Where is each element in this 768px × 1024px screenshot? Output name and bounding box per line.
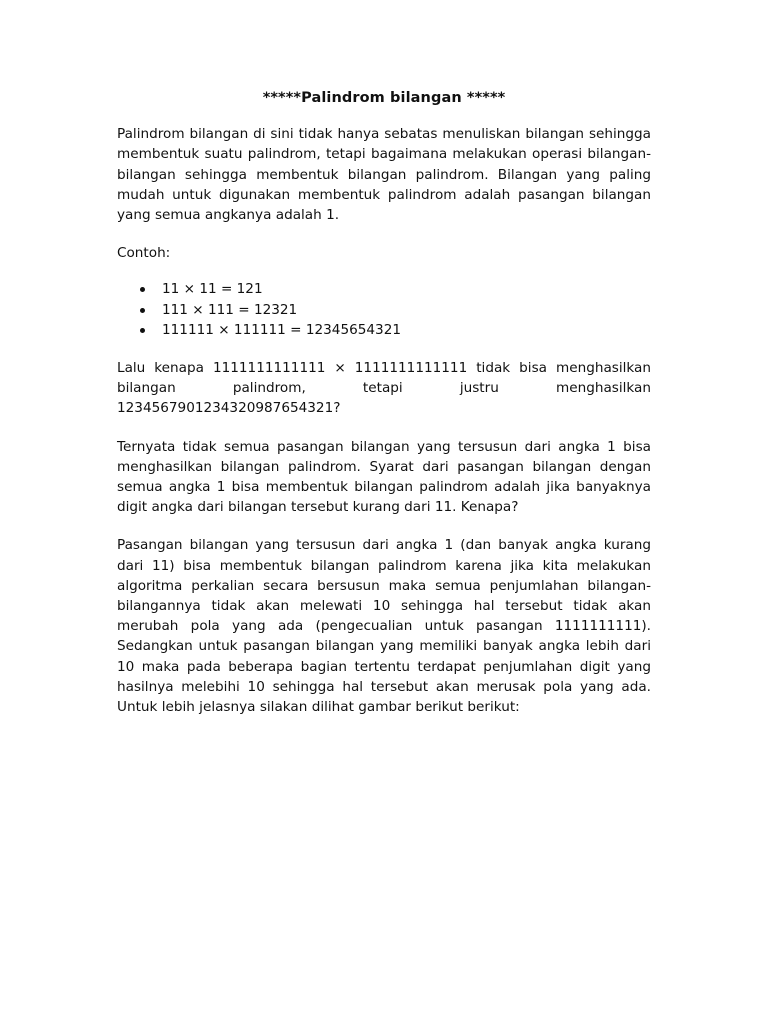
- bullet-icon: [140, 328, 145, 333]
- document-title: *****Palindrom bilangan *****: [262, 90, 506, 106]
- intro-paragraph: Palindrom bilangan di sini tidak hanya sebatas menuliskan bilangan sehingga membentuk suatu palindrom, tetapi bagaimana melakukan operasi bilangan-bilangan sehingga membentuk bilangan palindrom. Bilangan yang paling mudah untuk digunakan membentuk palindrom adalah pasangan bilangan yang semua angkanya adalah 1.: [117, 126, 651, 224]
- document-body: [117, 88, 651, 735]
- example-text: 111111 × 111111 = 12345654321: [162, 321, 401, 338]
- example-item: [117, 279, 651, 299]
- examples-list: [117, 279, 651, 340]
- condition-paragraph: Ternyata tidak semua pasangan bilangan yang tersusun dari angka 1 bisa menghasilkan bilangan palindrom. Syarat dari pasangan bilangan dengan semua angka 1 bisa membentuk bilangan palindrom adalah jika banyaknya digit angka dari bilangan tersebut kurang dari 11. Kenapa?: [117, 438, 651, 516]
- example-text: 11 × 11 = 121: [162, 281, 263, 298]
- example-text: 111 × 111 = 12321: [162, 301, 298, 318]
- examples-label: Contoh:: [117, 245, 171, 262]
- bullet-icon: [140, 308, 145, 313]
- question-paragraph: Lalu kenapa 1111111111111 × 1111111111111 tidak bisa menghasilkan bilangan palindrom, tetapi justru menghasilkan 1234567901234320987654321?: [117, 360, 651, 417]
- example-item: [117, 320, 651, 340]
- example-item: [117, 300, 651, 320]
- bullet-icon: [140, 287, 145, 292]
- explanation-paragraph: Pasangan bilangan yang tersusun dari angka 1 (dan banyak angka kurang dari 11) bisa membentuk bilangan palindrom karena jika kita melakukan algoritma perkalian secara bersusun maka semua penjumlahan bilangan-bilangannya tidak akan melewati 10 sehingga hal tersebut tidak akan merubah pola yang ada (pengecualian untuk pasangan 1111111111). Sedangkan untuk pasangan bilangan yang memiliki banyak angka lebih dari 10 maka pada beberapa bagian tertentu terdapat penjumlahan digit yang hasilnya melebihi 10 sehingga hal tersebut akan merusak pola yang ada. Untuk lebih jelasnya silakan dilihat gambar berikut berikut:: [117, 537, 651, 716]
